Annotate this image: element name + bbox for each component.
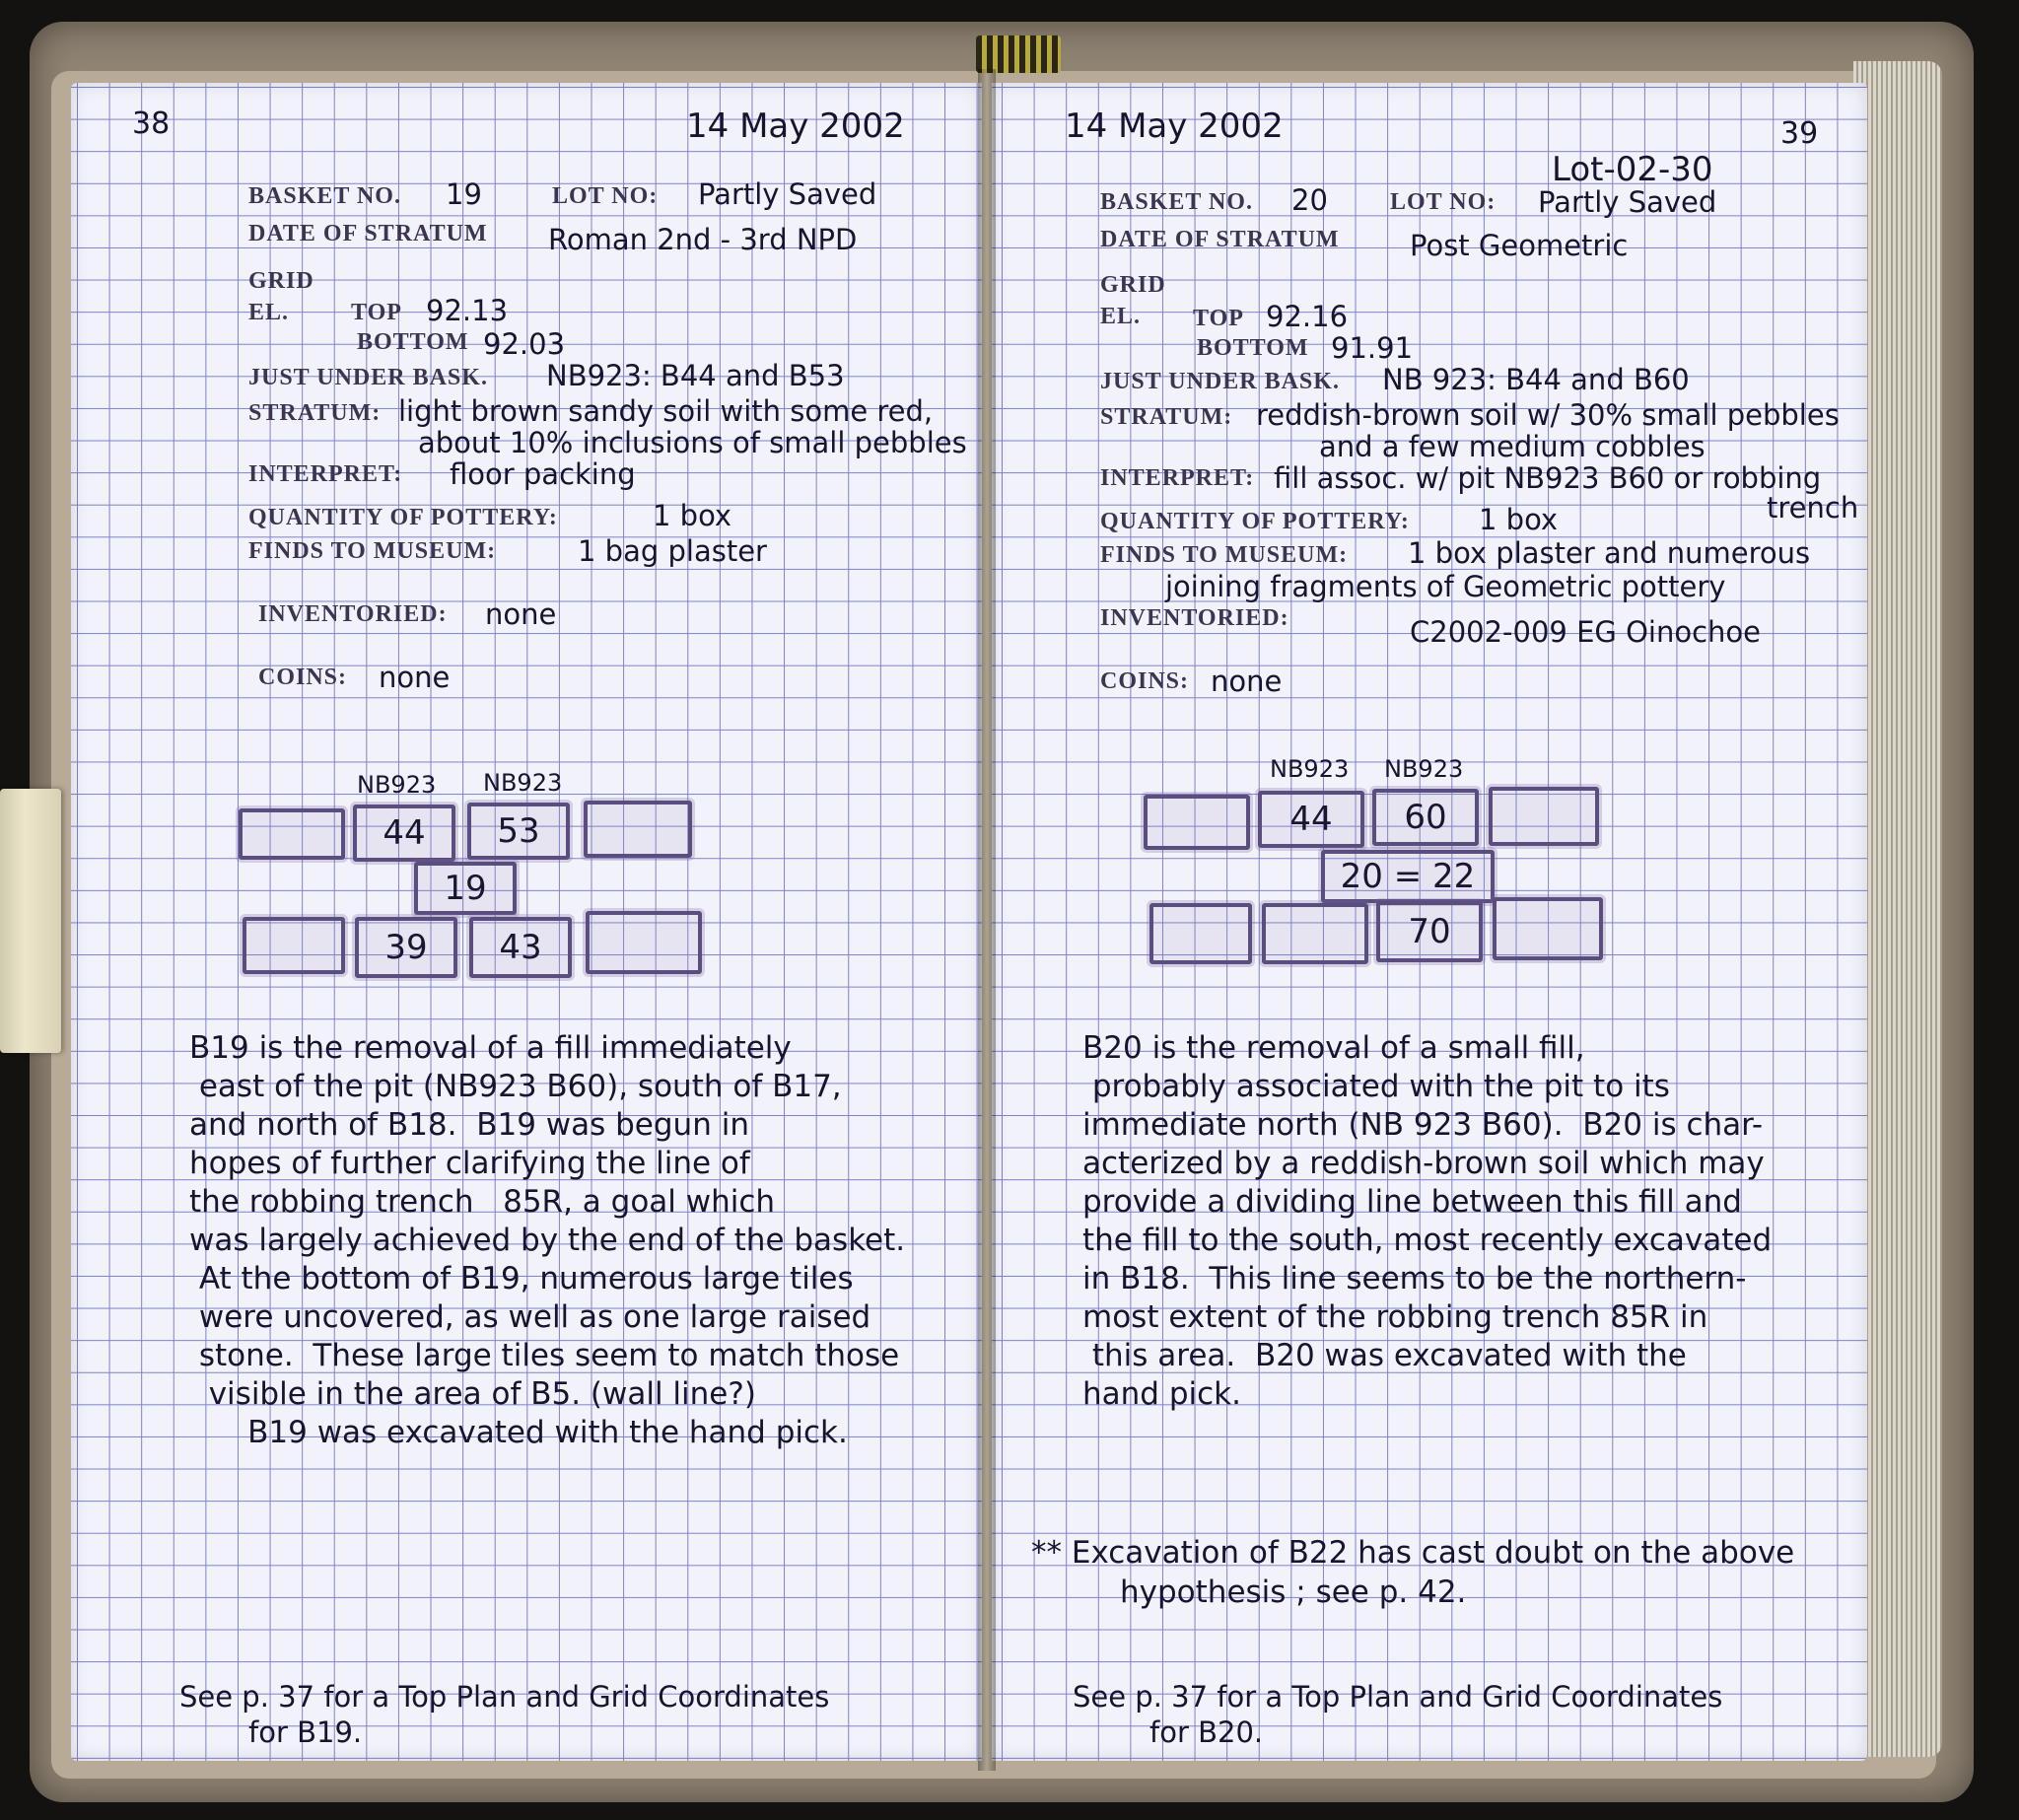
page-number: 38 xyxy=(132,106,171,141)
lot-code: Lot-02-30 xyxy=(1552,150,1713,189)
sketch-ref-right: NB923 xyxy=(483,769,563,797)
note-line: the fill to the south, most recently excavated xyxy=(1082,1223,1773,1258)
sketch-block xyxy=(1493,897,1603,960)
date-of-stratum-label: DATE OF STRATUM xyxy=(248,221,488,246)
sketch-block: 39 xyxy=(355,917,457,978)
finds-value-line1: 1 box plaster and numerous xyxy=(1408,536,1811,570)
sketch-block: 19 xyxy=(414,862,517,915)
el-label: EL. xyxy=(1100,304,1142,329)
note-line: probably associated with the pit to its xyxy=(1082,1069,1670,1104)
interpret-value-cont: trench xyxy=(1767,491,1859,525)
stratum-value-line2: and a few medium cobbles xyxy=(1319,430,1706,463)
basket-notes xyxy=(189,1029,905,1452)
left-page xyxy=(71,83,982,1761)
grid-label: GRID xyxy=(1100,272,1166,298)
quantity-label: QUANTITY OF POTTERY: xyxy=(1100,509,1410,534)
page-gutter xyxy=(978,69,996,1771)
basket-no-value: 20 xyxy=(1291,183,1328,217)
quantity-value: 1 box xyxy=(1479,503,1559,536)
asterisk-note-line2: hypothesis ; see p. 42. xyxy=(1120,1575,1467,1610)
bottom-value: 91.91 xyxy=(1331,331,1414,365)
finds-label: FINDS TO MUSEUM: xyxy=(248,538,497,564)
note-line: the robbing trench 85R, a goal which xyxy=(189,1184,776,1220)
sketch-block: 44 xyxy=(1258,791,1364,848)
quantity-value: 1 box xyxy=(653,499,732,532)
page-number: 39 xyxy=(1780,116,1819,151)
footer-line2: for B20. xyxy=(1149,1715,1264,1749)
finds-label: FINDS TO MUSEUM: xyxy=(1100,542,1349,568)
coins-value: none xyxy=(1211,665,1283,698)
inventoried-label: INVENTORIED: xyxy=(258,601,448,627)
top-label: TOP xyxy=(351,300,402,325)
stratum-value-line1: light brown sandy soil with some red, xyxy=(398,394,934,428)
sketch-ref-left: NB923 xyxy=(357,771,437,799)
sketch-block: 43 xyxy=(469,917,572,978)
sketch-block xyxy=(243,917,345,974)
coins-label: COINS: xyxy=(1100,668,1190,694)
sketch-block: 70 xyxy=(1376,901,1483,962)
el-label: EL. xyxy=(248,300,290,325)
sketch-block xyxy=(239,808,345,860)
note-line: in B18. This line seems to be the northern- xyxy=(1082,1261,1747,1296)
note-line: hand pick. xyxy=(1082,1376,1241,1412)
interpret-label: INTERPRET: xyxy=(1100,465,1255,491)
note-line: hopes of further clarifying the line of xyxy=(189,1146,750,1181)
note-line: this area. B20 was excavated with the xyxy=(1082,1338,1687,1373)
basket-no-label: BASKET NO. xyxy=(248,183,401,209)
sketch-block xyxy=(1144,795,1250,850)
grid-label: GRID xyxy=(248,268,314,294)
bottom-label: BOTTOM xyxy=(1197,335,1309,361)
lot-no-value: Partly Saved xyxy=(1538,185,1717,219)
note-line: B19 was excavated with the hand pick. xyxy=(189,1415,848,1450)
sketch-block xyxy=(1149,903,1252,964)
top-value: 92.16 xyxy=(1266,300,1349,333)
just-under-value: NB923: B44 and B53 xyxy=(546,359,845,392)
sketch-ref-right: NB923 xyxy=(1384,755,1464,783)
footer-line2: for B19. xyxy=(248,1715,363,1749)
just-under-value: NB 923: B44 and B60 xyxy=(1382,363,1690,396)
note-line: immediate north (NB 923 B60). B20 is char- xyxy=(1082,1107,1764,1143)
sketch-block: 53 xyxy=(467,803,570,860)
sketch-block xyxy=(584,801,692,858)
note-line: B19 is the removal of a fill immediately xyxy=(189,1030,792,1066)
note-line: were uncovered, as well as one large raised xyxy=(189,1299,871,1335)
note-line: east of the pit (NB923 B60), south of B17, xyxy=(189,1069,842,1104)
sketch-block xyxy=(586,911,702,974)
top-value: 92.13 xyxy=(426,294,509,327)
inventoried-value: none xyxy=(485,597,557,631)
coins-label: COINS: xyxy=(258,665,348,690)
basket-no-value: 19 xyxy=(446,177,482,211)
sketch-block xyxy=(1489,787,1599,846)
date-of-stratum-value: Roman 2nd - 3rd NPD xyxy=(548,223,858,256)
interpret-value: fill assoc. w/ pit NB923 B60 or robbing xyxy=(1274,461,1822,495)
note-line: visible in the area of B5. (wall line?) xyxy=(189,1376,756,1412)
date-of-stratum-value: Post Geometric xyxy=(1410,229,1629,262)
finds-value-line2: joining fragments of Geometric pottery xyxy=(1165,570,1726,603)
footer-line1: See p. 37 for a Top Plan and Grid Coordinates xyxy=(179,1680,830,1714)
date-of-stratum-label: DATE OF STRATUM xyxy=(1100,227,1340,252)
page-date: 14 May 2002 xyxy=(1065,106,1284,146)
note-line: and north of B18. B19 was begun in xyxy=(189,1107,749,1143)
interpret-value: floor packing xyxy=(450,457,636,491)
lot-no-label: LOT NO: xyxy=(1390,189,1497,215)
note-line: most extent of the robbing trench 85R in xyxy=(1082,1299,1708,1335)
top-label: TOP xyxy=(1193,306,1244,331)
basket-no-label: BASKET NO. xyxy=(1100,189,1253,215)
just-under-label: JUST UNDER BASK. xyxy=(1100,369,1340,394)
ribbon-bookmark xyxy=(0,789,61,1053)
inventoried-label: INVENTORIED: xyxy=(1100,605,1289,631)
footer-line1: See p. 37 for a Top Plan and Grid Coordinates xyxy=(1073,1680,1723,1714)
note-line: At the bottom of B19, numerous large tiles xyxy=(189,1261,854,1296)
note-line: provide a dividing line between this fill and xyxy=(1082,1184,1742,1220)
note-line: stone. These large tiles seem to match those xyxy=(189,1338,900,1373)
right-page xyxy=(992,83,1867,1761)
lot-no-label: LOT NO: xyxy=(552,183,659,209)
stratum-label: STRATUM: xyxy=(1100,404,1233,430)
finds-value: 1 bag plaster xyxy=(578,534,767,568)
just-under-label: JUST UNDER BASK. xyxy=(248,365,488,390)
interpret-label: INTERPRET: xyxy=(248,461,403,487)
sketch-block: 44 xyxy=(353,805,455,862)
page-date: 14 May 2002 xyxy=(686,106,905,146)
asterisk-note-line1: ** Excavation of B22 has cast doubt on the above xyxy=(1031,1535,1795,1571)
sketch-ref-left: NB923 xyxy=(1270,755,1350,783)
note-line: was largely achieved by the end of the basket. xyxy=(189,1223,906,1258)
bottom-label: BOTTOM xyxy=(357,329,469,355)
inventoried-value: C2002-009 EG Oinochoe xyxy=(1410,615,1762,649)
sketch-block: 60 xyxy=(1372,789,1479,846)
lot-no-value: Partly Saved xyxy=(698,177,877,211)
stratum-value-line1: reddish-brown soil w/ 30% small pebbles xyxy=(1256,398,1840,432)
bottom-value: 92.03 xyxy=(483,327,566,361)
coins-value: none xyxy=(379,661,451,694)
spine-bookmark xyxy=(976,35,1061,73)
basket-notes xyxy=(1082,1029,1772,1414)
sketch-block: 20 = 22 xyxy=(1321,850,1495,903)
note-line: B20 is the removal of a small fill, xyxy=(1082,1030,1585,1066)
quantity-label: QUANTITY OF POTTERY: xyxy=(248,505,558,530)
stratum-value-line2: about 10% inclusions of small pebbles xyxy=(418,426,967,459)
stratum-label: STRATUM: xyxy=(248,400,382,426)
sketch-block xyxy=(1262,903,1368,964)
note-line: acterized by a reddish-brown soil which may xyxy=(1082,1146,1765,1181)
